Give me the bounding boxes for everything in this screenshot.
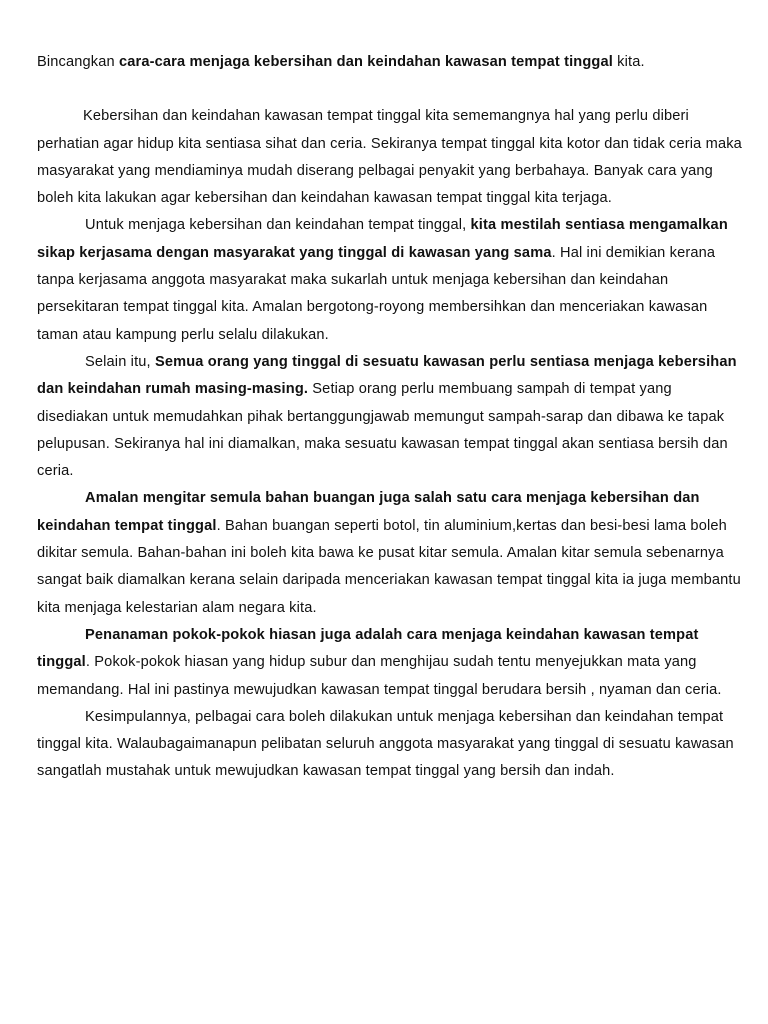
essay-question (37, 49, 743, 76)
point-3-elaboration: . Bahan buangan seperti botol, tin aluminium,kertas dan besi-besi lama boleh dikitar semula. Bahan-bahan ini boleh kita bawa ke pusat kitar semula. Amalan kitar semula sebenarnya sangat baik diamalkan kerana selain daripada menceriakan kawasan tempat tinggal kita ia juga membantu kita menjaga kelestarian alam negara kita. (37, 517, 741, 616)
point-1-main-idea: kita mestilah sentiasa mengamalkan sikap kerjasama dengan masyarakat yang tinggal di kawasan yang sama (37, 217, 728, 261)
question-topic: cara-cara menjaga kebersihan dan keindahan kawasan tempat tinggal (118, 54, 613, 70)
question-suffix: kita. (612, 54, 645, 70)
paragraph-point-3 (37, 485, 743, 621)
point-3-main-idea: Amalan mengitar semula bahan buangan juga salah satu cara menjaga kebersihan dan keindahan tempat tinggal (37, 490, 700, 534)
point-2-lead: Selain itu, (85, 353, 155, 370)
point-1-elaboration: . Hal ini demikian kerana tanpa kerjasama anggota masyarakat maka sukarlah untuk menjaga kebersihan dan keindahan persekitaran tempat tinggal kita. Amalan bergotong-royong membersihkan dan menceriakan kawasan taman atau kampung perlu selalu dilakukan. (37, 244, 716, 343)
point-4-elaboration: . Pokok-pokok hiasan yang hidup subur dan menghijau sudah tentu menyejukkan mata yang memandang. Hal ini pastinya mewujudkan kawasan tempat tinggal berudara bersih , nyaman dan ceria. (37, 654, 722, 698)
paragraph-introduction: Kebersihan dan keindahan kawasan tempat tinggal kita sememangnya hal yang perlu diberi perhatian agar hidup kita sentiasa sihat dan ceria. Sekiranya tempat tinggal kita kotor dan tidak ceria maka masyarakat yang mendiaminya mudah diserang pelbagai penyakit yang berbahaya. Banyak cara yang boleh kita lakukan agar kebersihan dan keindahan kawasan tempat tinggal kita terjaga. (37, 108, 742, 207)
point-1-lead: Untuk menjaga kebersihan dan keindahan tempat tinggal, (85, 217, 471, 234)
point-4-main-idea: Penanaman pokok-pokok hiasan juga adalah cara menjaga keindahan kawasan tempat tinggal (37, 626, 699, 671)
paragraph-point-2 (37, 349, 743, 485)
paragraph-point-1 (37, 212, 743, 348)
paragraph-conclusion: Kesimpulannya, pelbagai cara boleh dilakukan untuk menjaga kebersihan dan keindahan tempat tinggal kita. Walaubagaimanapun pelibatan seluruh anggota masyarakat yang tinggal di sesuatu kawasan sangatlah mustahak untuk mewujudkan kawasan tempat tinggal yang bersih dan indah. (37, 708, 734, 780)
point-2-elaboration: Setiap orang perlu membuang sampah di tempat yang disediakan untuk memudahkan pihak bertanggungjawab memungut sampah-sarap dan dibawa ke tapak pelupusan. Sekiranya hal ini diamalkan, maka sesuatu kawasan tempat tinggal akan sentiasa bersih dan ceria. (37, 381, 728, 480)
paragraph-point-4 (37, 622, 743, 704)
document-page (37, 49, 743, 786)
question-prefix: Bincangkan (37, 54, 119, 70)
point-2-main-idea: Semua orang yang tinggal di sesuatu kawasan perlu sentiasa menjaga kebersihan dan keindahan rumah masing-masing. (37, 353, 737, 398)
